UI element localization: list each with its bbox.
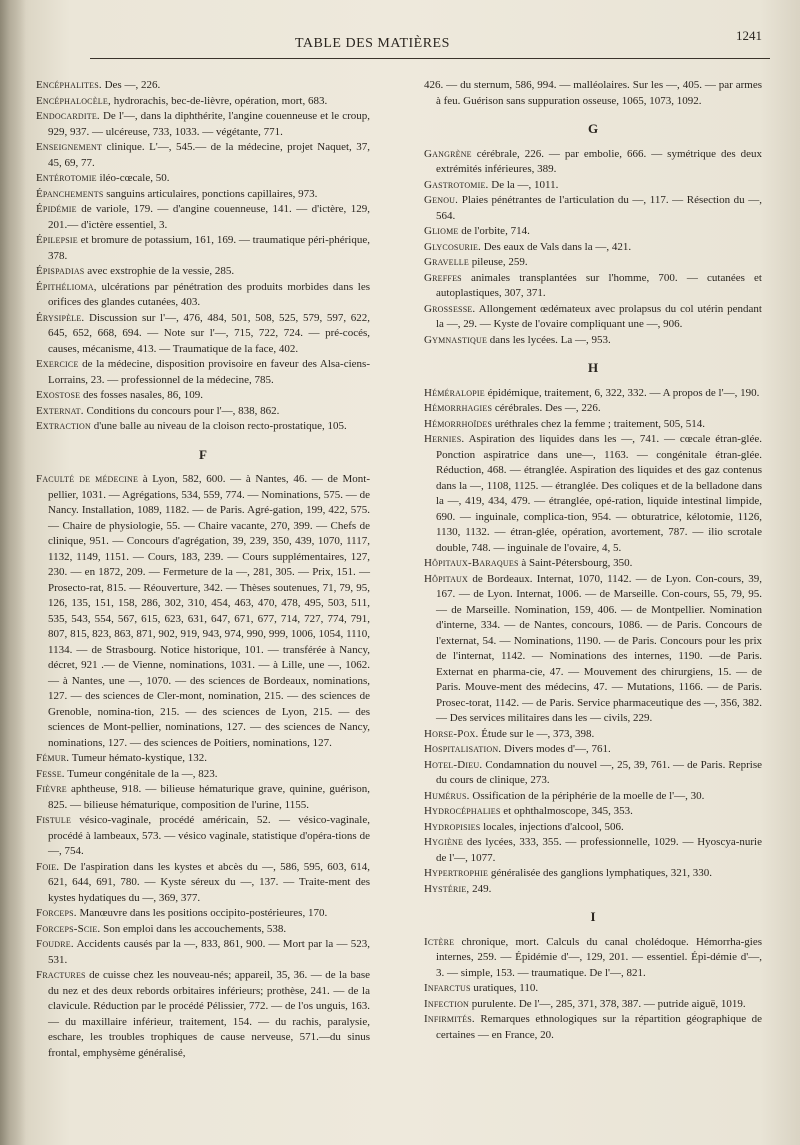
index-entry: [36, 280, 370, 311]
index-references: pileuse, 259.: [468, 256, 528, 268]
index-references: vésico-vaginale, procédé américain, 52. — vésico-vaginale, procédé à lambeaux, 573. — vésico vaginale, statistique d'opéra-tions de —, 754.: [48, 814, 370, 857]
index-term: Fesse.: [36, 767, 65, 780]
index-term: Gangrène: [424, 147, 472, 160]
index-term: Glycosurie.: [424, 240, 481, 253]
index-references: Ossification de la périphérie de la moelle de l'—, 30.: [469, 789, 705, 802]
index-term: Gliome: [424, 225, 459, 237]
index-term: Hygiène: [424, 836, 464, 848]
index-references: Des —, 226.: [101, 79, 161, 91]
index-entry: [424, 789, 762, 805]
index-references: 249.: [469, 882, 492, 895]
index-term: Hernies.: [424, 433, 465, 445]
index-term: Forceps-Scie.: [36, 922, 101, 935]
index-term: Foudre.: [36, 938, 74, 950]
index-term: Épithélioma,: [36, 280, 97, 293]
index-term: Externat.: [36, 404, 84, 417]
index-term: Infarctus: [424, 982, 471, 994]
index-references: Son emploi dans les accouchements, 538.: [100, 922, 287, 935]
index-entry: [36, 140, 370, 171]
index-references: iléo-cœcale, 50.: [96, 172, 170, 184]
index-entry: [424, 742, 762, 758]
index-entry: [36, 264, 370, 280]
section-letter-g: G: [587, 121, 599, 136]
index-entry: [36, 968, 370, 1061]
index-references: purulente. De l'—, 285, 371, 378, 387. — putride aiguë, 1019.: [469, 997, 746, 1010]
index-references: Des eaux de Vals dans la —, 421.: [480, 240, 632, 253]
index-term: Épidémie: [36, 203, 77, 215]
index-entry: [36, 782, 370, 813]
index-references: de variole, 179. — d'angine couenneuse, 141. — d'ictère, 129, 201.— d'ictère essentiel, 3.: [48, 203, 370, 231]
index-term: Hémorrhoïdes: [424, 417, 493, 430]
index-term: Horse-Pox.: [424, 727, 479, 740]
index-term: Hôpitaux-Baraques: [424, 557, 519, 569]
index-references: à Saint-Pétersbourg, 350.: [518, 557, 633, 569]
index-term: Greffes: [424, 271, 462, 284]
index-entry: [424, 820, 762, 836]
index-references: Tumeur hémato-kystique, 132.: [69, 752, 207, 764]
index-term: Hôpitaux: [424, 572, 469, 585]
index-entry: [36, 813, 370, 860]
index-entry: [424, 78, 762, 109]
section-letter-f: F: [199, 446, 207, 462]
index-term: Grossesse.: [424, 302, 476, 315]
index-entry: [424, 758, 762, 789]
index-term: Endocardite.: [36, 110, 100, 122]
continued-entry: [424, 78, 762, 109]
index-term: Héméralopie: [424, 386, 485, 399]
index-entry: [424, 240, 762, 256]
section-h-entries: [424, 386, 762, 898]
index-references: uréthrales chez la femme ; traitement, 505, 514.: [492, 417, 706, 430]
index-entry: [36, 311, 370, 358]
index-references: De l'—, dans la diphthérite, l'angine couenneuse et le croup, 929, 937. — ulcéreuse, 733, 1033. — végétante, 771.: [48, 110, 370, 138]
index-entry: [424, 1012, 762, 1043]
index-term: Encéphalites.: [36, 79, 102, 91]
index-references: et ophthalmoscope, 345, 353.: [500, 805, 633, 817]
index-entry: [36, 404, 370, 420]
index-entry: [424, 882, 762, 898]
index-entry: [424, 255, 762, 271]
index-references: Accidents causés par la —, 833, 861, 900. — Mort par la — 523, 531.: [48, 938, 370, 966]
section-letter-h: H: [587, 360, 599, 375]
index-references: d'une balle au niveau de la cloison recto-prostatique, 105.: [90, 420, 347, 432]
index-entry: [36, 233, 370, 264]
index-entry: [424, 401, 762, 417]
index-term: Hydropisies: [424, 820, 481, 833]
index-term: Fistule: [36, 814, 72, 826]
index-references: à Lyon, 582, 600. — à Nantes, 46. — de Mont-pellier, 1031. — Agrégations, 534, 559, 774. — Nominations, 575. — de Nancy. Installation, 1089, 1182. — de Paris. Agré-gation, 199, 422, 575. — Chaire de physiologie, 55. — Chaire vacante, 270, 399. — Chefs de clinique, 951. — Concours d'agrégation, 39, 239, 350, 439, 1070, 1117, 1132, 1149, 1151. — Cours, 183, 239. — Cours supplémentaires, 127, 230. — en 1872, 209. — Fermeture de la —, 281, 305. — Prix, 151. — Prosecto-rat, 815. — Réouverture, 342. — Thèses soutenues, 71, 79, 95, 126, 135, 151, 158, 286, 302, 310, 454, 463, 470, 478, 495, 503, 511, 535, 543, 554, 567, 615, 623, 631, 647, 671, 677, 714, 727, 774, 791, 807, 815, 823, 863, 871, 902, 919, 943, 974, 990, 999, 1006, 1054, 1110, 1134. — de Strasbourg. Notice historique, 101. — transférée à Nancy, décret, 921 .— de Vienne, nominations, 1031. — à Lille, une —, 1062. — à Nantes, une —, 1070. — des sciences de Bordeaux, nominations, 127. — des sciences de Cler-mont, nomination, 215. — des sciences de Grenoble, nomina-tion, 215. — des sciences de Lyon, 215. — des sciences de Mont-pellier, nominations, 127. — des sciences de Nancy, nominations, 127. — des sciences de Poitiers, nominations, 127.: [48, 473, 370, 749]
page-number: 1241: [736, 28, 762, 43]
page-header: [70, 28, 770, 62]
index-entry: [424, 271, 762, 302]
index-entry: [424, 835, 762, 866]
index-term: Hystérie,: [424, 882, 470, 895]
index-references: Allongement œdémateux avec prolapsus du col utérin pendant la —, 29. — Kyste de l'ovaire compliquant une —, 906.: [436, 302, 762, 330]
index-references: Plaies pénétrantes de l'articulation du —, 117. — Résection du —, 564.: [436, 194, 762, 222]
index-term: Gravelle: [424, 256, 469, 268]
index-references: généralisée des ganglions lymphatiques, 321, 330.: [488, 867, 713, 879]
index-term: Forceps.: [36, 907, 77, 919]
section-f-entries: [36, 472, 370, 1061]
index-term: Foie.: [36, 860, 60, 873]
index-references: dans les lycées. La —, 953.: [487, 333, 611, 346]
index-term: Fémur.: [36, 752, 70, 764]
index-references: ulcérations par pénétration des produits morbides dans les orifices des glandes cutanées, 403.: [48, 280, 370, 308]
index-references: de cuisse chez les nouveau-nés; appareil, 35, 36. — de la base du nez et des deux rebords orbitaires inférieurs; prothèse, 241. — de la clavicule. Réduction par le procédé Pélissier, 772. — de l'os unguis, 163. — du maxillaire inférieur, traitement, 154. — du rachis, paralysie, eschare, les troubles trophiques de cause nerveuse, 571.—du sinus frontal, emphysème généralisé,: [48, 969, 370, 1059]
index-entry: [36, 922, 370, 938]
index-references: chronique, mort. Calculs du canal cholédoque. Hémorrha-gies internes, 259. — Épidémie d'—, 129, 201. — essentiel. Épi-démie d'—, 3. — simple, 153. — traumatique. De l'—, 821.: [436, 935, 762, 979]
index-term: Hotel-Dieu.: [424, 758, 483, 771]
section-i-entries: [424, 935, 762, 1044]
index-entry: [424, 432, 762, 556]
index-term: Entérotomie: [36, 172, 97, 184]
index-references: Tumeur congénitale de la —, 823.: [64, 767, 218, 780]
index-column-left: [36, 78, 370, 1061]
index-term: Gastrotomie.: [424, 178, 489, 191]
index-references: cérébrales. Des —, 226.: [492, 402, 601, 414]
index-term: Exercice: [36, 358, 79, 370]
index-entry: [424, 866, 762, 882]
index-references: sanguins articulaires, ponctions capillaires, 973.: [103, 187, 318, 200]
index-references: uratiques, 110.: [470, 982, 539, 994]
index-term: Hypertrophie: [424, 867, 489, 879]
index-references: clinique. L'—, 545.— de la médecine, projet Naquet, 37, 45, 69, 77.: [48, 141, 370, 169]
index-references: Divers modes d'—, 761.: [501, 743, 611, 755]
index-entry: [36, 751, 370, 767]
index-entry: [36, 357, 370, 388]
index-entry: [36, 94, 370, 110]
index-entry: [424, 386, 762, 402]
index-term: Infection: [424, 997, 470, 1010]
index-entry: [36, 171, 370, 187]
index-term: Infirmités.: [424, 1013, 475, 1025]
section-g-entries: [424, 147, 762, 349]
index-entry: [424, 997, 762, 1013]
index-references: de Bordeaux. Internat, 1070, 1142. — de Lyon. Con-cours, 39, 167. — de Lyon. Internat, 1006. — de Marseille. Con-cours, 55, 79, 95. — de Marseille. Nomination, 159, 406. — de Montpellier. Nomination d'interne, 334. — de Nantes, concours, 1086. — de Paris. Concours de l'externat, 54. — Nominations, 1190. — de Paris. Concours pour les prix de l'internat, 1142. — Nominations des internes, 1190. —de Paris. Externat en pharma-cie, 47. — Mouvement des chirurgiens, 15. — de Paris. Mouve-ment des médecins, 47. — Mutations, 1166. — de Paris. Prosec-torat, 1142. — de Paris. Service pharmaceutique des —, 356, 382. — Des services militaires dans les — civils, 229.: [436, 572, 762, 724]
index-term: Hydrocéphalies: [424, 805, 501, 817]
index-term: Genou.: [424, 194, 459, 206]
index-entry: [36, 472, 370, 751]
index-term: Érysipèle.: [36, 311, 85, 324]
index-entry: [36, 419, 370, 435]
index-references: Condamnation du nouvel —, 25, 39, 761. — de Paris. Reprise du cours de clinique, 273.: [436, 758, 762, 786]
index-references: Manœuvre dans les positions occipito-postérieures, 170.: [76, 907, 328, 919]
header-rule: [90, 58, 770, 59]
index-references: 426. — du sternum, 586, 994. — malléolaires. Sur les —, 405. — par armes à feu. Guérison sans suppuration osseuse, 1065, 1073, 1092.: [424, 79, 762, 107]
index-references: De la —, 1011.: [488, 178, 559, 191]
index-column-right: [424, 78, 762, 1043]
section-letter-i: I: [590, 909, 596, 924]
index-term: Hospitalisation.: [424, 743, 502, 755]
book-spine-shadow: [0, 0, 26, 1145]
index-references: avec exstrophie de la vessie, 285.: [84, 265, 235, 277]
index-references: Remarques ethnologiques sur la répartition géographique de certaines — en France, 20.: [436, 1013, 762, 1041]
index-entry: [424, 572, 762, 727]
index-term: Faculté de médecine: [36, 473, 139, 485]
index-entry: [36, 187, 370, 203]
index-references: de l'orbite, 714.: [458, 225, 530, 237]
index-references: locales, injections d'alcool, 506.: [480, 820, 624, 833]
index-entry: [424, 302, 762, 333]
index-term: Épispadias: [36, 265, 85, 277]
index-references: épidémique, traitement, 6, 322, 332. — A propos de l'—, 190.: [484, 386, 760, 399]
index-term: Humérus.: [424, 789, 470, 802]
index-entry: [36, 78, 370, 94]
index-entry: [36, 906, 370, 922]
index-entry: [36, 860, 370, 907]
index-references: et bromure de potassium, 161, 169. — traumatique péri-phérique, 378.: [48, 234, 370, 262]
index-references: Étude sur le —, 373, 398.: [478, 727, 595, 740]
index-entry: [424, 804, 762, 820]
index-term: Hémorrhagies: [424, 402, 493, 414]
running-title: TABLE DES MATIÈRES: [295, 36, 450, 51]
index-entry: [424, 224, 762, 240]
index-term: Enseignement: [36, 141, 103, 153]
index-references: animales transplantées sur l'homme, 700. — cutanées et autoplastiques, 307, 371.: [436, 271, 762, 299]
index-entry: [424, 935, 762, 982]
index-references: De l'aspiration dans les kystes et abcès du —, 586, 595, 603, 614, 621, 644, 691, 780. — Kyste séreux du —, 137. — Traite-ment des kystes hydatiques du —, 369, 377.: [48, 860, 370, 904]
index-term: Fractures: [36, 969, 86, 981]
index-entry: [424, 193, 762, 224]
index-entry: [424, 556, 762, 572]
index-term: Épilepsie: [36, 234, 78, 246]
index-references: aphtheuse, 918. — bilieuse hématurique grave, quinine, guérison, 825. — bilieuse hématurique, composition de l'urine, 1155.: [48, 783, 370, 811]
index-references: hydrorachis, bec-de-lièvre, opération, mort, 683.: [110, 94, 328, 107]
index-entry: [424, 147, 762, 178]
index-term: Ictère: [424, 935, 455, 948]
index-references: cérébrale, 226. — par embolie, 666. — symétrique des deux extrémités inférieures, 389.: [436, 147, 762, 175]
index-entry: [424, 417, 762, 433]
index-entry: [36, 109, 370, 140]
index-entry: [36, 388, 370, 404]
index-references: de la médecine, disposition provisoire en faveur des Alsa-ciens-Lorrains, 23. — professionnel de la médecine, 785.: [48, 358, 370, 386]
index-references: des fosses nasales, 86, 109.: [80, 389, 204, 401]
index-term: Extraction: [36, 420, 91, 432]
index-entry: [36, 202, 370, 233]
index-entry: [424, 727, 762, 743]
section-e-entries: [36, 78, 370, 435]
index-entry: [424, 981, 762, 997]
index-term: Fièvre: [36, 783, 67, 795]
index-references: Discussion sur l'—, 476, 484, 501, 508, 525, 579, 597, 622, 645, 652, 668, 694. — Note sur l'—, 715, 722, 724. — pré-cocés, causes, mécanisme, 413. — Traumatique de la face, 402.: [48, 311, 370, 355]
index-term: Épanchements: [36, 187, 104, 200]
index-entry: [36, 937, 370, 968]
index-entry: [424, 178, 762, 194]
index-references: Aspiration des liquides dans les —, 741. — cœcale étran-glée. Ponction aspiratrice dans une—, 1163. — congénitale étran-glée. Réduction, 468. — étranglée. Aspiration des liquides et des gaz contenus dans la —, 1108, 1125. — étranglée. Des coliques et de la belladone dans la —, 419, 434, 479. — étranglée, opé-ration, liquide intestinal limpide, 690. — inguinale, complica-tion, 954. — obturatrice, kélotomie, 1126, 1130, 1132. — étran-glée, opération, avortement, 787. — ilio scrotale double, 748. — inguinale de l'ovaire, 4, 5.: [436, 433, 762, 554]
index-entry: [36, 767, 370, 783]
index-term: Encéphalocèle,: [36, 94, 111, 107]
index-term: Exostose: [36, 389, 81, 401]
index-references: des lycées, 333, 355. — professionnelle, 1029. — Hyoscya-nurie de l'—, 1077.: [436, 836, 762, 864]
index-entry: [424, 333, 762, 349]
index-term: Gymnastique: [424, 333, 488, 346]
index-references: Conditions du concours pour l'—, 838, 862.: [83, 404, 280, 417]
